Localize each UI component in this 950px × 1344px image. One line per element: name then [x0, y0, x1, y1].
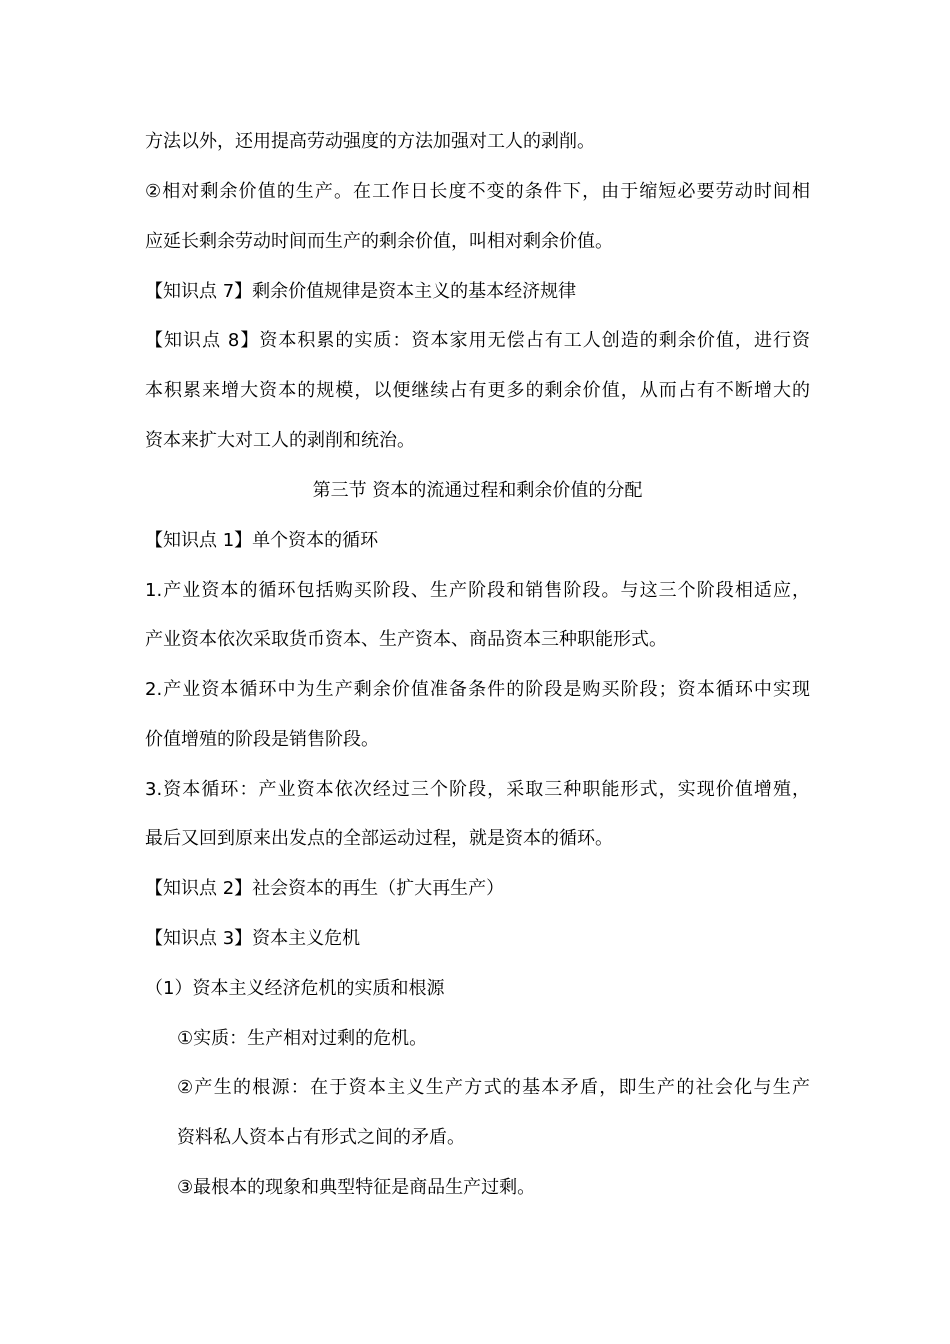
- knowledge-point-heading: 【知识点 7】剩余价值规律是资本主义的基本经济规律: [145, 281, 577, 302]
- paragraph-line: 3.资本循环：产业资本依次经过三个阶段，采取三种职能形式，实现价值增殖，: [145, 779, 810, 800]
- list-item-continuation: 资料私人资本占有形式之间的矛盾。: [177, 1127, 465, 1148]
- knowledge-point-heading: 【知识点 3】资本主义危机: [145, 928, 361, 949]
- paragraph-line: 1.产业资本的循环包括购买阶段、生产阶段和销售阶段。与这三个阶段相适应，: [145, 580, 810, 601]
- list-item: ③最根本的现象和典型特征是商品生产过剩。: [177, 1177, 536, 1198]
- paragraph-line: 应延长剩余劳动时间而生产的剩余价值，叫相对剩余价值。: [145, 231, 613, 252]
- knowledge-point-heading: 【知识点 1】单个资本的循环: [145, 530, 379, 551]
- paragraph-line: 本积累来增大资本的规模，以便继续占有更多的剩余价值，从而占有不断增大的: [145, 380, 810, 401]
- paragraph-line: 2.产业资本循环中为生产剩余价值准备条件的阶段是购买阶段；资本循环中实现: [145, 679, 810, 700]
- paragraph-line: 方法以外，还用提高劳动强度的方法加强对工人的剥削。: [145, 131, 595, 152]
- subsection-heading: （1）资本主义经济危机的实质和根源: [145, 978, 445, 999]
- paragraph-line: ②相对剩余价值的生产。在工作日长度不变的条件下，由于缩短必要劳动时间相: [145, 181, 810, 202]
- section-title: 第三节 资本的流通过程和剩余价值的分配: [312, 480, 643, 501]
- paragraph-line: 【知识点 8】资本积累的实质：资本家用无偿占有工人创造的剩余价值，进行资: [145, 330, 810, 351]
- paragraph-line: 最后又回到原来出发点的全部运动过程，就是资本的循环。: [145, 828, 613, 849]
- paragraph-line: 资本来扩大对工人的剥削和统治。: [145, 430, 415, 451]
- list-item: ②产生的根源：在于资本主义生产方式的基本矛盾，即生产的社会化与生产: [177, 1077, 810, 1098]
- list-item: ①实质：生产相对过剩的危机。: [177, 1028, 428, 1049]
- knowledge-point-heading: 【知识点 2】社会资本的再生（扩大再生产）: [145, 878, 505, 899]
- paragraph-line: 价值增殖的阶段是销售阶段。: [145, 729, 379, 750]
- paragraph-line: 产业资本依次采取货币资本、生产资本、商品资本三种职能形式。: [145, 629, 667, 650]
